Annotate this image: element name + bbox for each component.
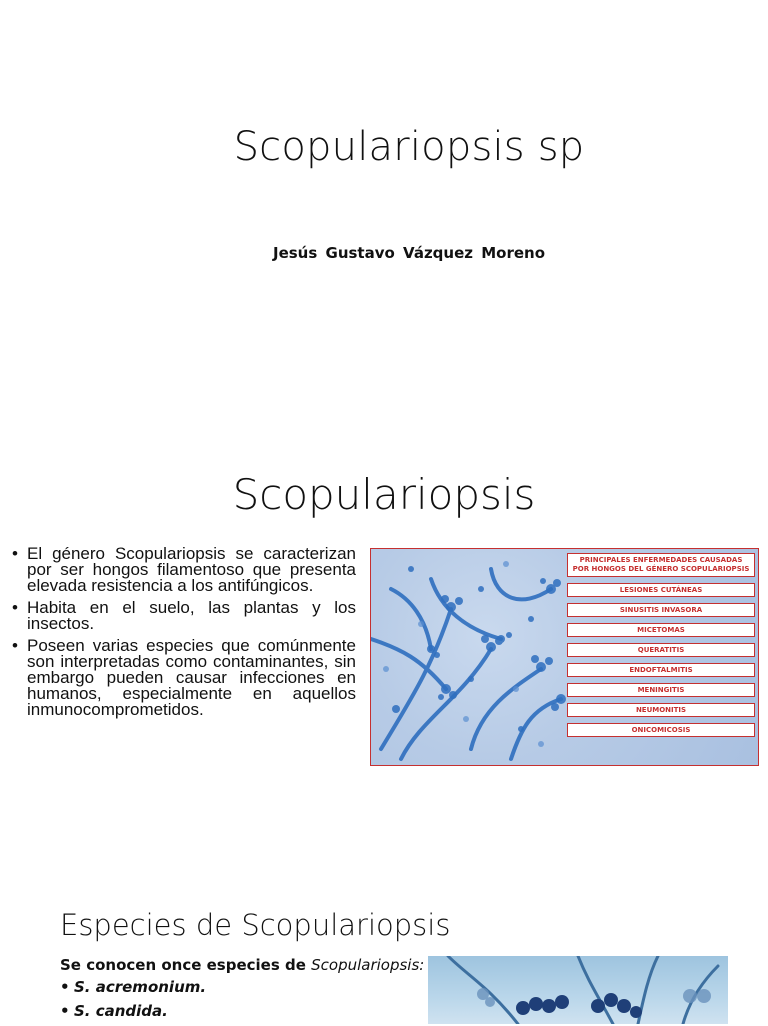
bullet-item: • Poseen varias especies que comúnmente son interpretadas como contaminantes, sin embargo pueden causar infecciones en humanos, especialmente en aquellos inmunocomprometidos. bbox=[12, 638, 356, 718]
legend-heading-line: PRINCIPALES ENFERMEDADES CAUSADAS bbox=[579, 556, 743, 564]
intro-genus: Scopulariopsis: bbox=[311, 956, 425, 974]
disease-legend bbox=[567, 553, 755, 765]
legend-item: NEUMONITIS bbox=[567, 703, 755, 717]
species-list bbox=[60, 978, 206, 1026]
species-slide bbox=[0, 900, 768, 1024]
slide-title: Especies de Scopulariopsis bbox=[60, 908, 451, 942]
legend-heading-line: POR HONGOS DEL GÉNERO SCOPULARIOPSIS bbox=[572, 565, 750, 573]
bullet-item: • Habita en el suelo, las plantas y los insectos. bbox=[12, 600, 356, 632]
title-slide bbox=[0, 0, 768, 420]
legend-item: MENINGITIS bbox=[567, 683, 755, 697]
species-item: • S. acremonium. bbox=[60, 978, 206, 1002]
microscopy-figure bbox=[370, 548, 759, 766]
legend-heading bbox=[567, 553, 755, 577]
legend-item: ENDOFTALMITIS bbox=[567, 663, 755, 677]
bullet-item: • El género Scopulariopsis se caracterizan por ser hongos filamentoso que presenta elevada resistencia a los antifúngicos. bbox=[12, 546, 356, 594]
legend-item: ONICOMICOSIS bbox=[567, 723, 755, 737]
legend-item: MICETOMAS bbox=[567, 623, 755, 637]
microscopy-photo bbox=[428, 956, 728, 1024]
legend-item: LESIONES CUTÁNEAS bbox=[567, 583, 755, 597]
conidia-illustration bbox=[428, 956, 728, 1024]
presentation-title: Scopulariopsis sp bbox=[233, 124, 585, 170]
species-intro bbox=[60, 956, 424, 974]
intro-text: Se conocen once especies de bbox=[60, 956, 312, 974]
overview-slide bbox=[0, 440, 768, 840]
species-item: • S. candida. bbox=[60, 1002, 206, 1026]
author-name: Jesús Gustavo Vázquez Moreno bbox=[273, 244, 545, 262]
legend-item: SINUSITIS INVASORA bbox=[567, 603, 755, 617]
slide-title: Scopulariopsis bbox=[232, 470, 536, 519]
bullet-list bbox=[12, 546, 356, 724]
legend-item: QUERATITIS bbox=[567, 643, 755, 657]
